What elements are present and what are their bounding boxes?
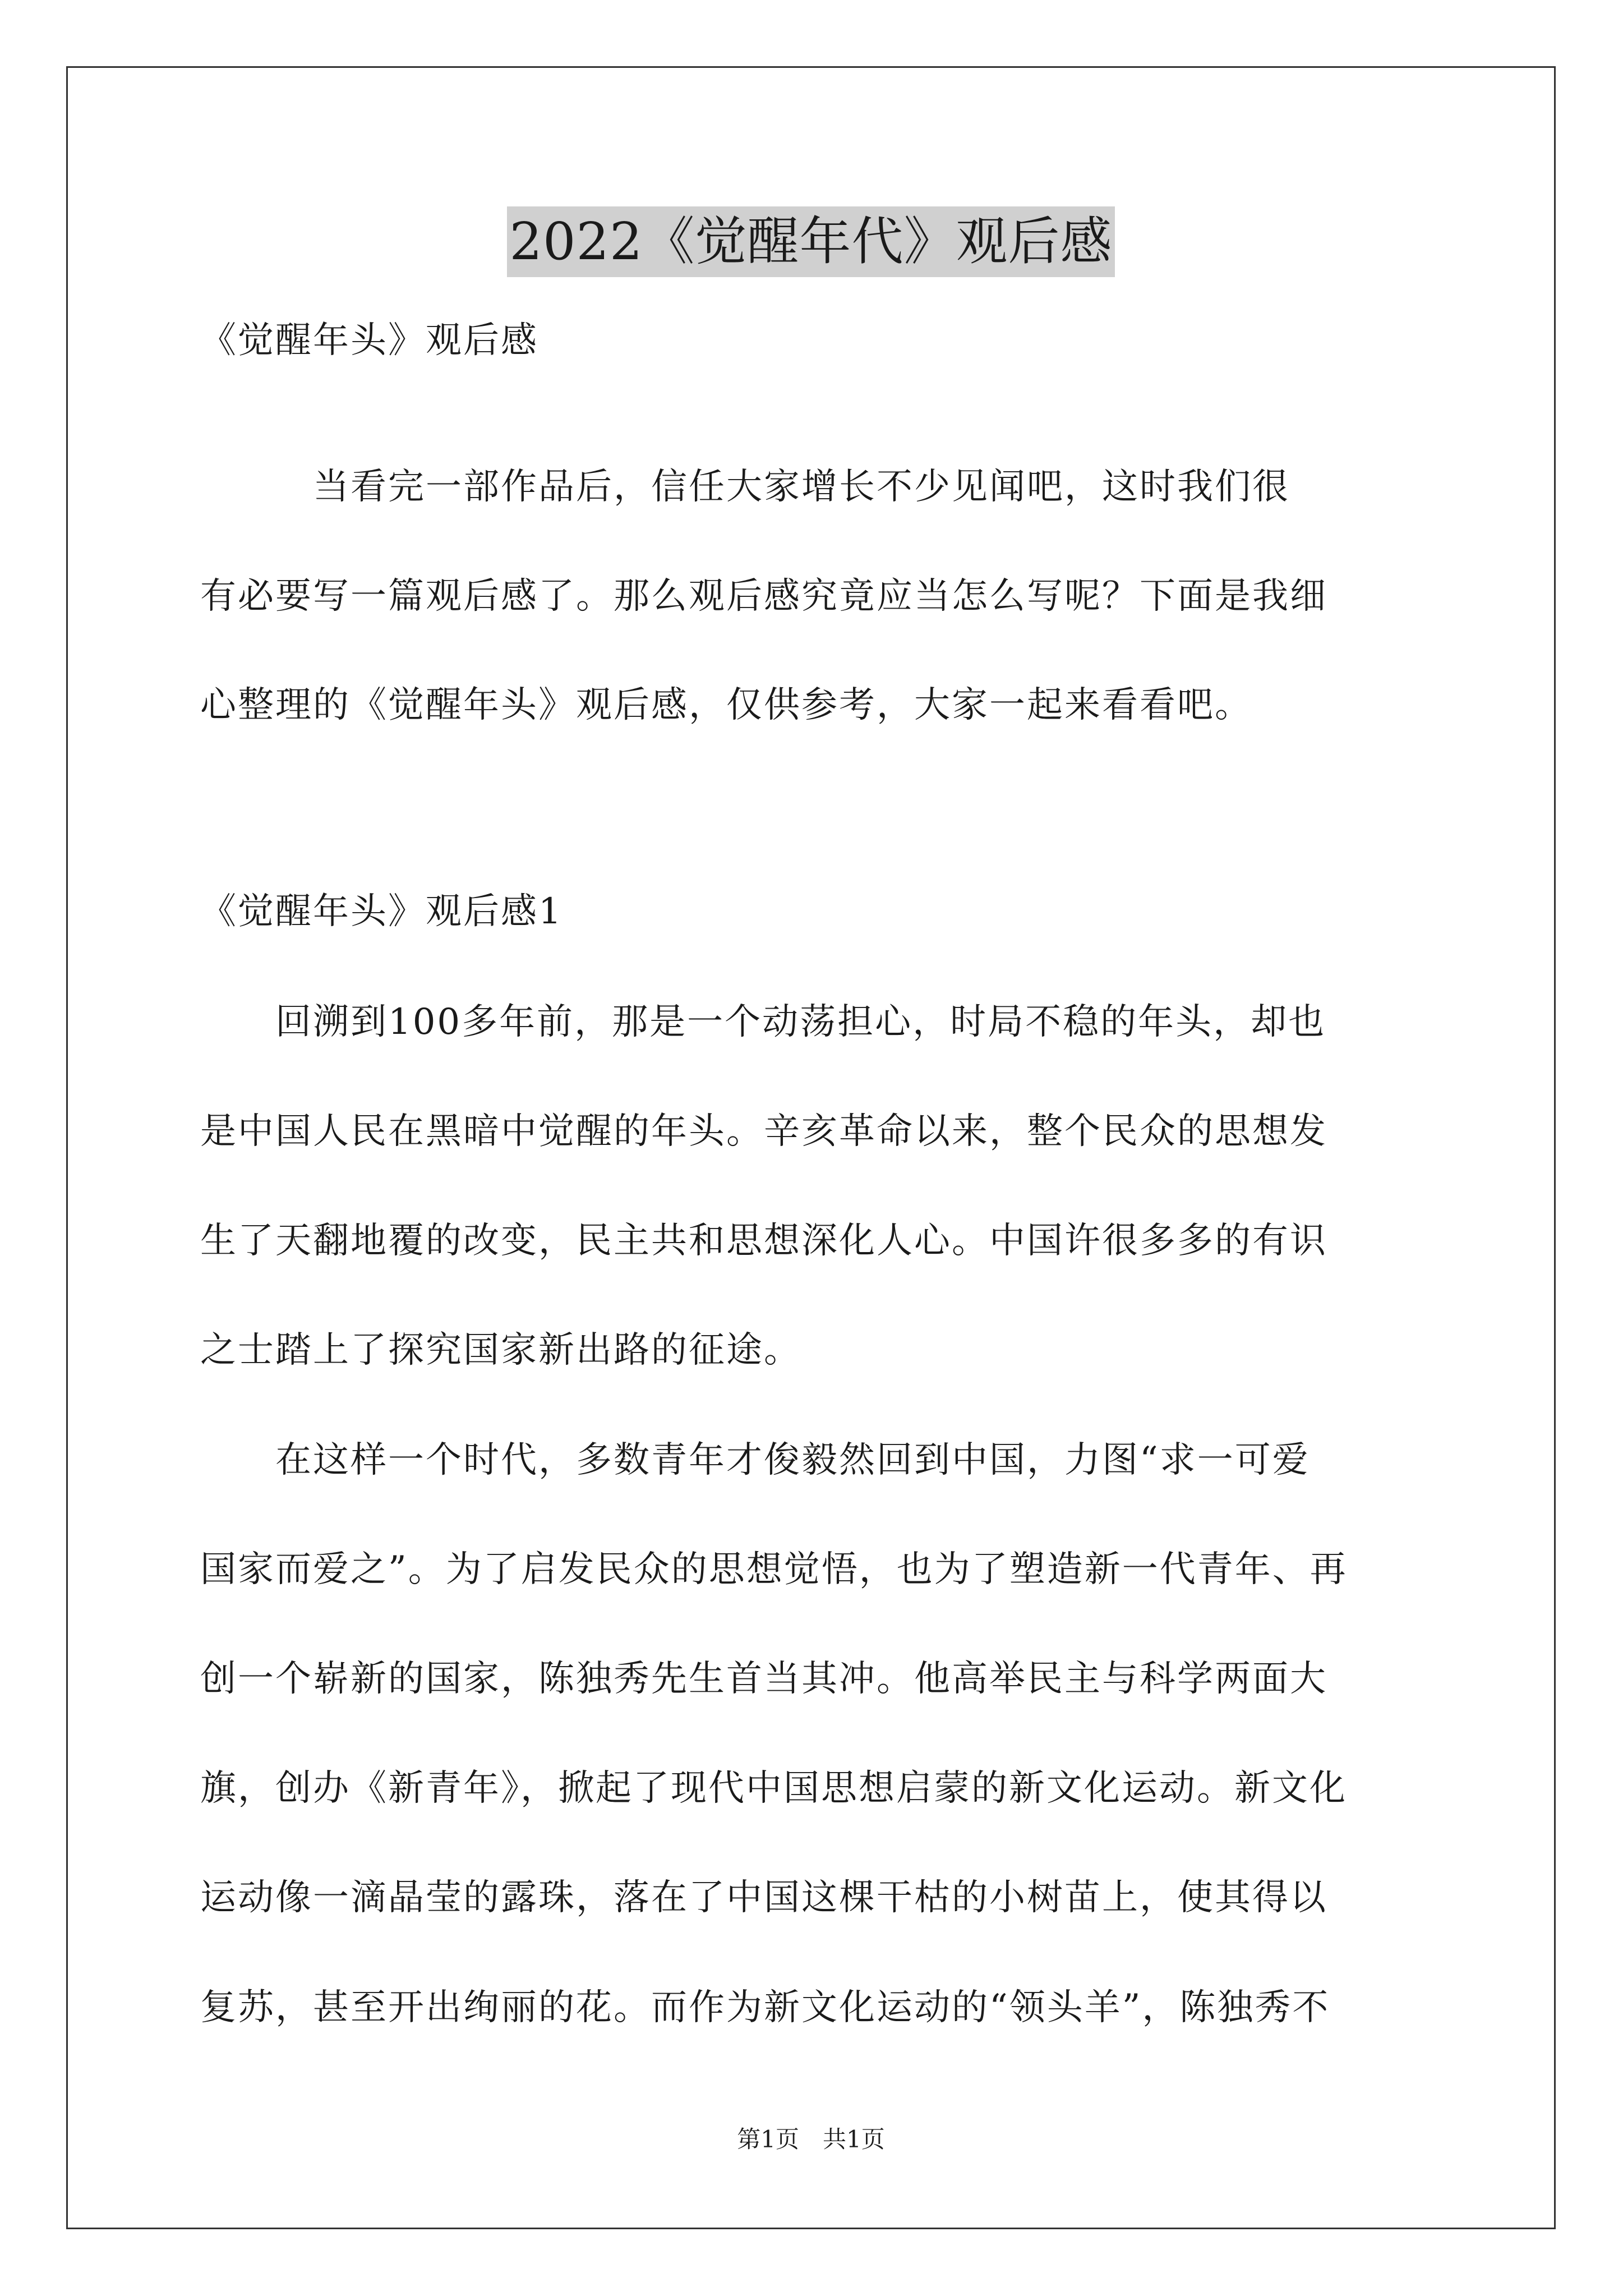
paragraph-line: 运动像一滴晶莹的露珠，落在了中国这棵干枯的小树苗上，使其得以 <box>200 1877 1327 1918</box>
paragraph-line: 回溯到100多年前，那是一个动荡担心，时局不稳的年头，却也 <box>200 1001 1326 1043</box>
paragraph-line: 旗，创办《新青年》，掀起了现代中国思想启蒙的新文化运动。新文化 <box>200 1768 1347 1809</box>
document-title: 2022《觉醒年代》观后感 <box>507 206 1114 277</box>
paragraph-line: 是中国人民在黑暗中觉醒的年头。辛亥革命以来，整个民众的思想发 <box>200 1111 1327 1152</box>
paragraph-line: 复苏，甚至开出绚丽的花。而作为新文化运动的“领头羊”，陈独秀不 <box>200 1987 1330 2028</box>
section-heading: 《觉醒年头》观后感1 <box>200 891 563 932</box>
paragraph-line: 当看完一部作品后，信任大家增长不少见闻吧，这时我们很 <box>200 466 1290 508</box>
paragraph-line: 创一个崭新的国家，陈独秀先生首当其冲。他高举民主与科学两面大 <box>200 1658 1327 1700</box>
paragraph-line: 有必要写一篇观后感了。那么观后感究竟应当怎么写呢？下面是我细 <box>200 576 1327 617</box>
paragraph-line: 心整理的《觉醒年头》观后感，仅供参考，大家一起来看看吧。 <box>200 684 1252 726</box>
page-footer: 第1页 共1页 <box>737 2125 885 2153</box>
subtitle: 《觉醒年头》观后感 <box>200 320 538 361</box>
paragraph-line: 在这样一个时代，多数青年才俊毅然回到中国，力图“求一可爱 <box>200 1439 1310 1481</box>
paragraph-line: 国家而爱之”。为了启发民众的思想觉悟，也为了塑造新一代青年、再 <box>200 1549 1348 1590</box>
title-container <box>66 206 1556 277</box>
paragraph-line: 生了天翻地覆的改变，民主共和思想深化人心。中国许很多多的有识 <box>200 1220 1327 1262</box>
paragraph-line: 之士踏上了探究国家新出路的征途。 <box>200 1329 801 1371</box>
